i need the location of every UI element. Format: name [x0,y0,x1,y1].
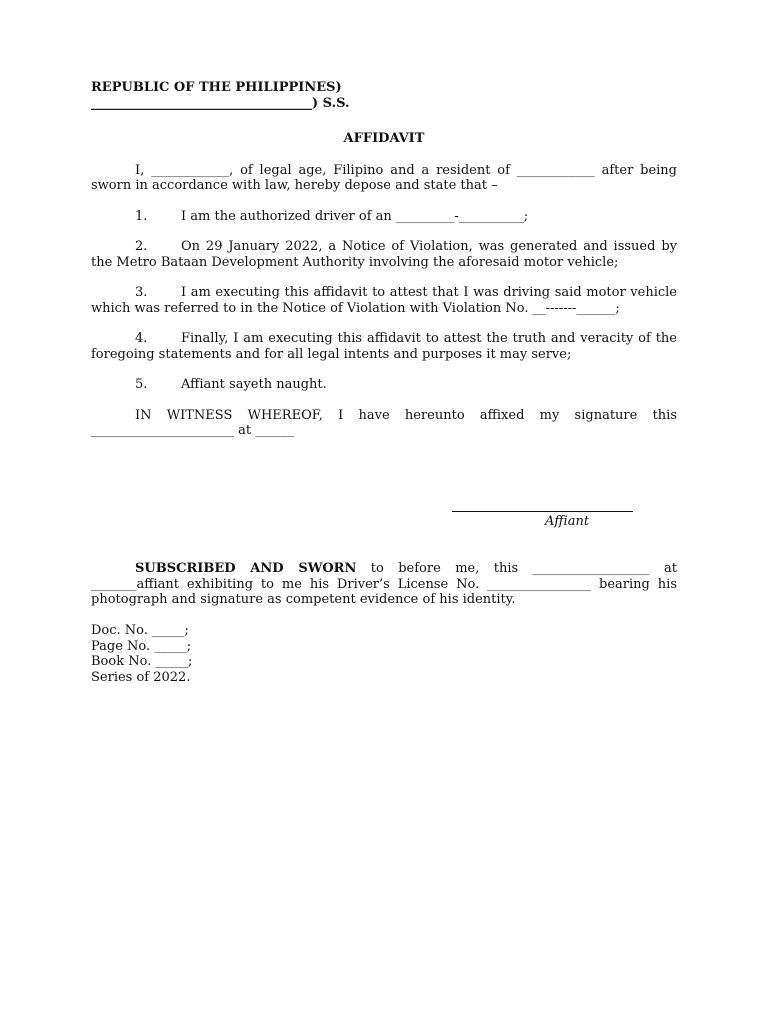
list-item [91,331,677,362]
list-item [91,377,677,393]
item-text: I am the authorized driver of an _________-__________; [181,208,529,224]
list-item [91,239,677,270]
item-number: 5. [135,377,148,392]
doc-number: Doc. No. _____; [91,623,189,638]
item-number: 2. [135,239,148,254]
item-number: 4. [135,331,148,346]
list-item [91,285,677,316]
item-number: 1. [135,208,148,224]
affidavit-body [91,80,677,439]
jurat-heading: SUBSCRIBED AND SWORN [135,561,357,576]
intro-paragraph: I, ____________, of legal age, Filipino and a resident of ____________ after being sworn in accordance with law, hereby depose and state that – [91,162,677,193]
venue-caption-line-2: __________________________________) S.S. [91,95,350,111]
jurat-section [91,561,677,608]
item-number: 3. [135,285,148,300]
affiant-label: Affiant [544,514,590,529]
document-title: AFFIDAVIT [343,131,425,146]
venue-caption-line-1: REPUBLIC OF THE PHILIPPINES) [91,80,342,95]
notarial-references [91,623,391,685]
item-text: Affiant sayeth naught. [181,377,327,392]
affiant-signature-block [452,511,633,530]
item-text: On 29 January 2022, a Notice of Violation, was generated and issued by the Metro Bataan Development Authority involving the aforesaid motor vehicle; [91,239,677,270]
witness-paragraph: IN WITNESS WHEREOF, I have hereunto affixed my signature this ______________________ at ______ [91,407,677,438]
jurat-text: to before me, this __________________ at _______affiant exhibiting to me his Driver’s License No. ________________ bearing his photograph and signature as competent evidence of his identity. [91,561,677,607]
page-number: Page No. _____; [91,638,192,654]
item-text: Finally, I am executing this affidavit to attest the truth and veracity of the foregoing statements and for all legal intents and purposes it may serve; [91,331,677,362]
signature-line [452,511,633,512]
list-item [91,209,677,225]
book-number: Book No. _____; [91,654,193,669]
item-text: I am executing this affidavit to attest that I was driving said motor vehicle which was referred to in the Notice of Violation with Violation No. __-------______; [91,285,677,316]
jurat-paragraph [91,561,677,608]
series-year: Series of 2022. [91,669,191,685]
